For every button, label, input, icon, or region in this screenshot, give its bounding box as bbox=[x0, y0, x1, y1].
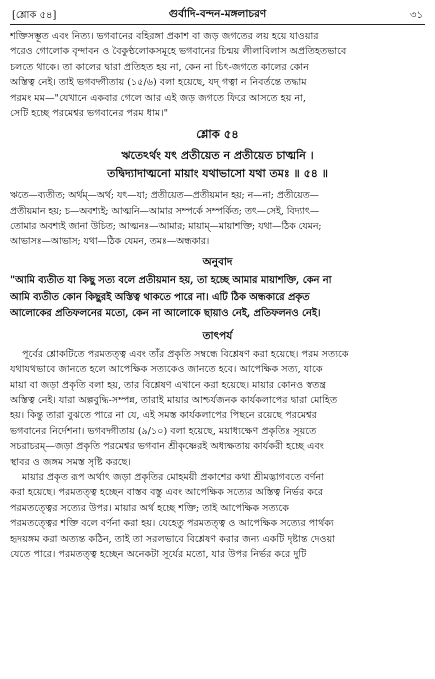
translation-heading: অনুবাদ bbox=[202, 256, 233, 269]
translation-line: "আমি ব্যতীত যা কিছু সত্য বলে প্রতীয়মান হয়, তা হচ্ছে আমার মায়াশক্তি, কেন না bbox=[10, 275, 332, 287]
word-meaning-line: আভাসঃ—আভাস; যথা—ঠিক যেমন, তমঃ—অন্ধকার। bbox=[10, 236, 210, 248]
intro-line: পরমং মম—"যেখানে একবার গেলে আর এই জড় জগতে ফিরে আসতে হয় না, bbox=[10, 92, 306, 104]
verse-line-2: তদ্বিদ্যাদাত্মনো মায়াং যথাভাসো যথা তমঃ ॥ ৫৪ ॥ bbox=[107, 167, 328, 181]
purport-line: স্থাবর ও জঙ্গম সমস্ত সৃষ্টি করছে। bbox=[10, 456, 131, 468]
intro-line: শক্তিসম্ভূত এবং নিত্য। ভগবানের বহিরঙ্গা প্রকাশ বা জড় জগতের লয় হয়ে যাওয়ার bbox=[10, 31, 319, 42]
translation-line: আলোকের প্রতিফলনের মতো, কেন না আলোকে ছায়াও নেই, প্রতিফলনও নেই। bbox=[10, 308, 321, 320]
purport-line: ভগবানের নির্দেশনা। ভগবদ্গীতায় (৯/১০) বলা হয়েছে, ময়াধ্যক্ষেণ প্রকৃতিঃ সূয়তে bbox=[10, 425, 317, 437]
purport-line: পূর্বের শ্লোকটিতে পরমতত্ত্ব এবং তাঁর প্রকৃতি সম্বন্ধে বিশ্লেষণ করা হয়েছে। পরম সত্যকে bbox=[22, 348, 349, 360]
purport-line: পরমতত্ত্বের সত্যের উপর। মায়ার অর্থ হচ্ছে শক্তি; তাই আপেক্ষিক সত্যকে bbox=[10, 502, 289, 514]
purport-line: হয়। কিন্তু তারা বুঝতে পারে না যে, এই সমস্ত কার্যকলাপের পিছনে রয়েছে পরমেশ্বর bbox=[10, 410, 317, 422]
purport-line: যেতে পারে। পরমতত্ত্ব হচ্ছেন অনেকটা সূর্যের মতো, যার উপর নির্ভর করে দুটি bbox=[10, 549, 307, 561]
verse-line-1: ঋতেঽর্থং যৎ প্রতীয়েত ন প্রতীয়েত চাত্মনি । bbox=[121, 149, 314, 163]
intro-line: চলতে থাকে। তা কালের দ্বারা প্রতিহত হয় না, কেন না চিৎ-জগতে কালের কোন bbox=[10, 61, 309, 73]
purport-line: হৃদয়ঙ্গম করা অত্যন্ত কঠিন, তাই তা সরলভাবে বিশ্লেষণ করার জন্য একটি দৃষ্টান্ত দেওয়া bbox=[10, 533, 336, 545]
purport-line: সচরাচরম্‌—জড়া প্রকৃতি পরমেশ্বর ভগবান শ্রীকৃষ্ণেরই অধ্যক্ষতায় কার্যকরী হচ্ছে এবং bbox=[10, 441, 324, 453]
intro-paragraph bbox=[10, 29, 425, 121]
purport-paragraph-1 bbox=[10, 347, 425, 470]
purport-paragraph-2 bbox=[10, 470, 425, 562]
translation-text bbox=[10, 273, 425, 323]
header-chapter-title: গুর্বাদি-বন্দন-মঙ্গলাচরণ bbox=[168, 8, 267, 20]
header-page-number: ৩১ bbox=[410, 10, 423, 21]
translation-line: আমি ব্যতীত কোন কিছুরই অস্তিত্ব থাকতে পারে না। এটি ঠিক অন্ধকারে প্রকৃত bbox=[10, 291, 310, 303]
purport-heading: তাৎপর্য bbox=[202, 329, 233, 342]
purport-line: মায়া বা জড়া প্রকৃতি বলা হয়, তার বিশ্লেষণ এখানে করা হয়েছে। মায়ার কোনও স্বতন্ত্র bbox=[10, 379, 326, 391]
page-header bbox=[10, 6, 425, 25]
purport-line: পরমতত্ত্বের শক্তি বলে বর্ণনা করা হয়। যেহেতু পরমতত্ত্ব ও আপেক্ষিক সত্যের পার্থক্য bbox=[10, 518, 334, 530]
word-meanings bbox=[10, 188, 425, 249]
purport-line: করা হয়েছে। পরমতত্ত্ব হচ্ছেন বাস্তব বস্তু এবং আপেক্ষিক সত্যের অস্তিত্ব নির্ভর করে bbox=[10, 487, 324, 499]
word-meaning-line: প্রতীয়মান হয়; চ—অবশ্যই; আত্মনি—আমার সম্পর্কে সম্পর্কিত; তৎ—সেই, বিদ্যাৎ— bbox=[10, 205, 320, 217]
word-meaning-line: ঋতে—ব্যতীত; অর্থম্‌—অর্থ; যৎ—যা; প্রতীয়েত—প্রতীয়মান হয়; ন—না; প্রতীয়েত— bbox=[10, 190, 319, 202]
verse-title: শ্লোক ৫৪ bbox=[196, 127, 239, 142]
header-verse-ref: [শ্লোক ৫৪] bbox=[12, 10, 57, 21]
word-meaning-line: তোমার অবশ্যই জানা উচিত; আত্মনঃ—আমার; মায়াম্‌—মায়াশক্তি; যথা—ঠিক যেমন; bbox=[10, 220, 322, 232]
intro-line: পরেও গোলোক বৃন্দাবন ও বৈকুণ্ঠলোকসমূহে ভগবানের চিন্ময় লীলাবিলাস অপ্রতিহতভাবে bbox=[10, 46, 347, 58]
intro-line: সেটি হচ্ছে পরমেশ্বর ভগবানের পরম ধাম।" bbox=[10, 108, 169, 120]
purport-line: মায়ার প্রকৃত রূপ অর্থাৎ জড়া প্রকৃতির মোহময়ী প্রকাশের কথা শ্রীমদ্ভাগবতে বর্ণনা bbox=[22, 472, 325, 483]
purport-line: অস্তিত্ব নেই। যারা অল্পবুদ্ধি-সম্পন্ন, তারাই মায়ার আশ্চর্যজনক কার্যকলাপের দ্বারা মোহিত bbox=[10, 394, 338, 406]
intro-line: অস্তিত্ব নেই। তাই ভগবদ্গীতায় (১৫/৬) বলা হয়েছে, যদ্‌ গত্বা ন নিবর্তন্তে তদ্ধাম bbox=[10, 77, 307, 89]
purport-line: যথাযথভাবে জানতে হলে আপেক্ষিক সত্যকেও জানতে হবে। আপেক্ষিক সত্য, যাকে bbox=[10, 364, 323, 376]
